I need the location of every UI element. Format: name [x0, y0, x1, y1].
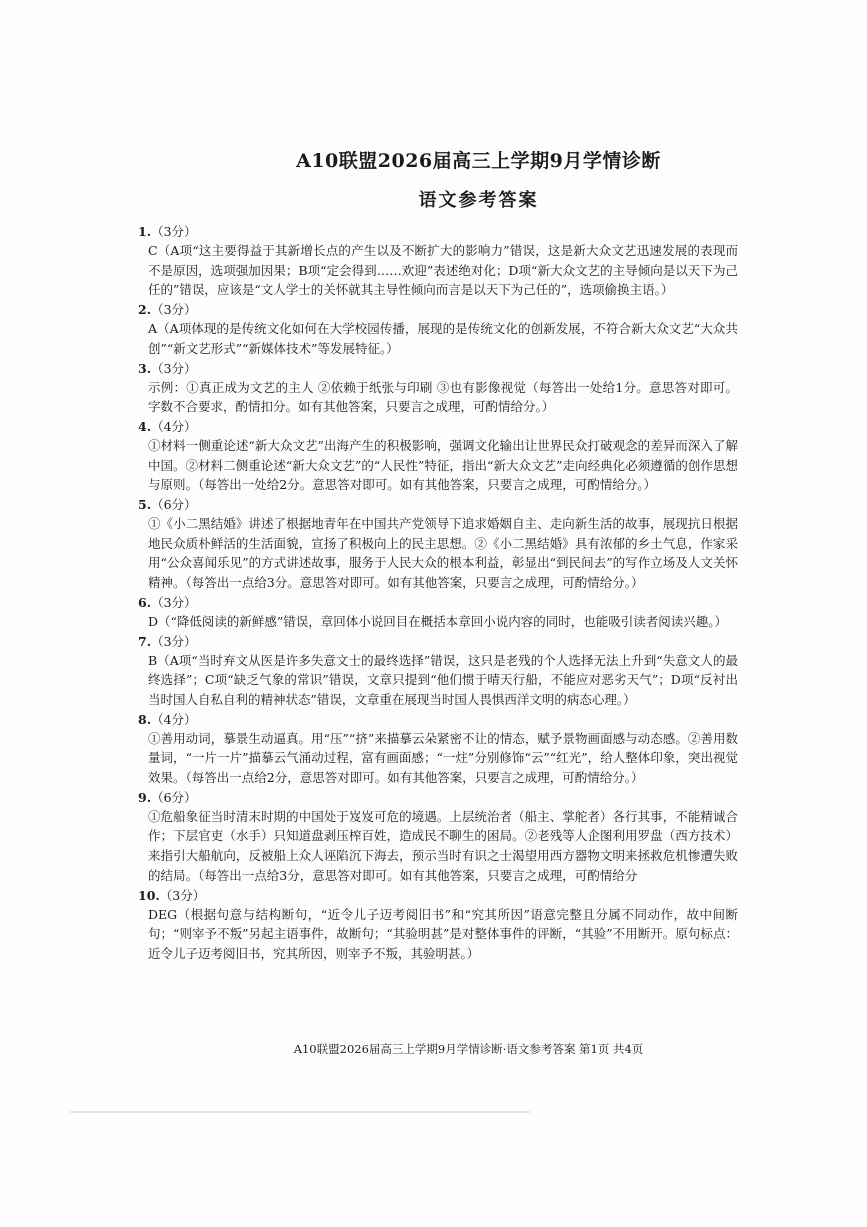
answer-text: ①善用动词，摹景生动逼真。用“压”“挤”来描摹云朵紧密不让的情态，赋予景物画面感与动态感。②善用数量词，“一片一片”描摹云气涌动过程，富有画面感；“一炷”分别修饰“云”“红光”，给人整体印象，突出视觉效果。（每答出一点给2分，意思答对即可。如有其他答案，只要言之成理，可酌情给分。）	[148, 730, 738, 786]
answer-item-1	[138, 222, 738, 300]
answer-item-10	[138, 886, 738, 964]
question-number: 4.	[138, 418, 152, 434]
question-number: 10.	[138, 887, 160, 903]
answer-item-4	[138, 417, 738, 495]
answer-item-9	[138, 788, 738, 886]
document-title: A10联盟2026届高三上学期9月学情诊断	[296, 150, 661, 172]
question-number: 5.	[138, 497, 152, 513]
question-heading	[138, 788, 738, 807]
answer-text: DEG（根据句意与结构断句，“近令儿子迈考阅旧书”和“究其所因”语意完整且分属不同动作，故中间断句；“则宰予不叛”另起主语事件，故断句；“其验明甚”是对整体事件的评断，“其验”不用断开。原句标点：近令儿子迈考阅旧书，究其所因，则宰予不叛，其验明甚。）	[148, 906, 738, 961]
answer-item-3	[138, 359, 738, 417]
question-heading	[138, 300, 738, 319]
answer-item-8	[138, 710, 738, 788]
question-number: 6.	[138, 594, 152, 610]
answer-text: 示例：①真正成为文艺的主人 ②依赖于纸张与印刷 ③也有影像视觉（每答出一处给1分。意思答对即可。字数不合要求，酌情扣分。如有其他答案，只要言之成理，可酌情给分。）	[148, 379, 738, 415]
question-number: 8.	[138, 711, 152, 727]
question-number: 9.	[138, 789, 152, 805]
question-score: （3分）	[151, 224, 197, 239]
question-score: （4分）	[151, 711, 197, 727]
answer-text: D（“降低阅读的新鲜感”错误，章回体小说回目在概括本章回小说内容的同时，也能吸引读者阅读兴趣。）	[148, 613, 728, 629]
answer-text: B（A项“当时弃文从医是许多失意文士的最终选择”错误，这只是老残的个人选择无法上升到“失意文人的最终选择”；C项“缺乏气象的常识”错误，文章只提到“他们惯于晴天行船，不能应对恶劣天气”；D项“反衬出当时国人自私自利的精神状态”错误，文章重在展现当时国人畏惧西洋文明的病态心理。）	[148, 652, 738, 707]
answer-text: ①《小二黑结婚》讲述了根据地青年在中国共产党领导下追求婚姻自主、走向新生活的故事，展现抗日根据地民众质朴鲜活的生活面貌，宣扬了积极向上的民主思想。②《小二黑结婚》具有浓郁的乡土气息，作家采用“公众喜闻乐见”的方式讲述故事，服务于人民大众的根本利益，彰显出“到民间去”的写作立场及人文关怀精神。（每答出一点给3分。意思答对即可。如有其他答案，只要言之成理，可酌情给分。）	[148, 516, 738, 591]
question-score: （6分）	[151, 789, 197, 805]
question-score: （3分）	[159, 887, 206, 903]
question-heading	[138, 359, 738, 378]
question-number: 7.	[138, 633, 152, 649]
question-heading	[138, 886, 738, 905]
question-heading	[138, 710, 738, 729]
question-score: （3分）	[151, 360, 197, 376]
scan-artifact-line	[70, 1111, 530, 1113]
question-heading	[138, 495, 738, 514]
answer-list	[138, 222, 738, 964]
question-heading	[138, 593, 738, 612]
answer-item-6	[138, 593, 738, 632]
question-number: 1.	[138, 224, 152, 239]
question-number: 3.	[138, 360, 152, 376]
question-heading	[138, 417, 738, 436]
question-number: 2.	[138, 302, 152, 318]
question-score: （3分）	[151, 594, 197, 610]
answer-item-7	[138, 632, 738, 710]
answer-text: C（A项“这主要得益于其新增长点的产生以及不断扩大的影响力”错误，这是新大众文艺迅速发展的表现而不是原因，选项强加因果；B项“定会得到……欢迎”表述绝对化；D项“新大众文艺的主导倾向是以天下为己任的”错误，应该是“文人学士的关怀就其主导性倾向而言是以天下为己任的”，选项偷换主语。）	[148, 243, 738, 298]
question-score: （6分）	[151, 497, 197, 513]
answer-text: A（A项体现的是传统文化如何在大学校园传播，展现的是传统文化的创新发展，不符合新大众文艺“大众共创”“新文艺形式”“新媒体技术”等发展特征。）	[148, 321, 738, 356]
question-heading	[138, 632, 738, 651]
answer-text: ①危船象征当时清末时期的中国处于岌岌可危的境遇。上层统治者（船主、掌舵者）各行其事，不能精诚合作；下层官吏（水手）只知道盘剥压榨百姓，造成民不聊生的困局。②老残等人企图利用罗盘（西方技术）来指引大船航向，反被船上众人诬陷沉下海去，预示当时有识之士渴望用西方器物文明来拯救危机惨遭失败的结局。（每答出一点给3分，意思答对即可。如有其他答案，只要言之成理，可酌情给分	[148, 808, 738, 883]
answer-text: ①材料一侧重论述“新大众文艺”出海产生的积极影响，强调文化输出让世界民众打破观念的差异而深入了解中国。②材料二侧重论述“新大众文艺”的“人民性”特征，指出“新大众文艺”走向经典化必须遵循的创作思想与原则。（每答出一处给2分。意思答对即可。如有其他答案，只要言之成理，可酌情给分。）	[148, 437, 738, 493]
answer-item-5	[138, 495, 738, 593]
question-score: （3分）	[151, 633, 197, 649]
question-score: （4分）	[151, 418, 197, 434]
question-heading	[138, 222, 738, 241]
document-subtitle: 语文参考答案	[418, 190, 539, 211]
page-footer: A10联盟2026届高三上学期9月学情诊断·语文参考答案 第1页 共4页	[293, 1042, 644, 1056]
question-score: （3分）	[151, 302, 197, 318]
answer-item-2	[138, 300, 738, 358]
